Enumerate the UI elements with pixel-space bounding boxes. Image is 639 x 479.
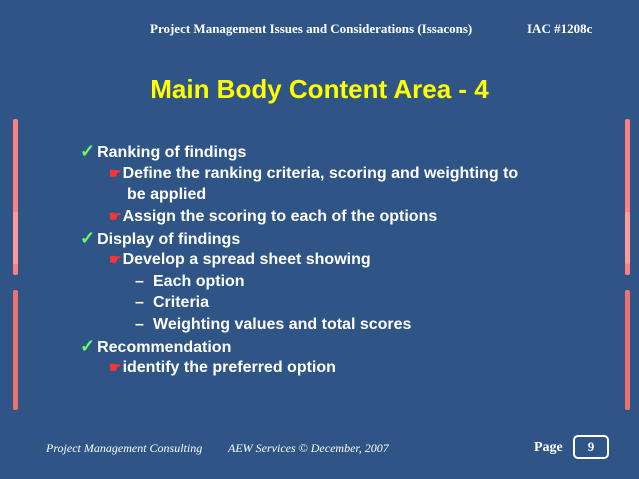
list-item-text: Each option [153, 273, 245, 290]
slide-title: Main Body Content Area - 4 [150, 74, 489, 104]
header-title: Project Management Issues and Considerations (Issacons) [150, 21, 473, 36]
list-item [135, 271, 245, 292]
list-item [80, 141, 246, 163]
list-item-text: Define the ranking criteria, scoring and weighting to [122, 165, 519, 182]
list-item-text: Weighting values and total scores [153, 316, 412, 333]
list-item [109, 206, 437, 227]
list-item [135, 314, 411, 335]
header-document-id: IAC #1208c [527, 21, 593, 36]
pointing-hand-icon: ☛ [109, 359, 122, 375]
list-item [80, 336, 231, 358]
dash-bullet: – [135, 316, 144, 333]
pointing-hand-icon: ☛ [109, 251, 122, 267]
list-item [80, 228, 240, 250]
check-icon: ✓ [80, 228, 96, 248]
pointing-hand-icon: ☛ [109, 165, 122, 181]
list-item-text: be applied [127, 186, 207, 203]
list-item [109, 249, 371, 270]
list-item [109, 357, 336, 378]
list-item-text: Criteria [153, 294, 210, 311]
list-item-text: Display of findings [97, 231, 241, 248]
page-number-box: 9 [573, 435, 609, 459]
pointing-hand-icon: ☛ [109, 208, 122, 224]
list-item-text: Ranking of findings [97, 144, 247, 161]
check-icon: ✓ [80, 336, 96, 356]
list-item [135, 292, 209, 313]
check-icon: ✓ [80, 141, 96, 161]
footer-copyright: AEW Services © December, 2007 [228, 441, 389, 455]
list-item-text: Assign the scoring to each of the options [122, 208, 438, 225]
list-item-continuation [127, 184, 206, 205]
dash-bullet: – [135, 294, 144, 311]
page-label: Page [534, 440, 563, 455]
dash-bullet: – [135, 273, 144, 290]
list-item-text: Recommendation [97, 339, 232, 356]
list-item-text: Develop a spread sheet showing [122, 251, 371, 268]
list-item-text: identify the preferred option [122, 359, 336, 376]
list-item [109, 163, 518, 184]
footer-company: Project Management Consulting [46, 441, 203, 455]
